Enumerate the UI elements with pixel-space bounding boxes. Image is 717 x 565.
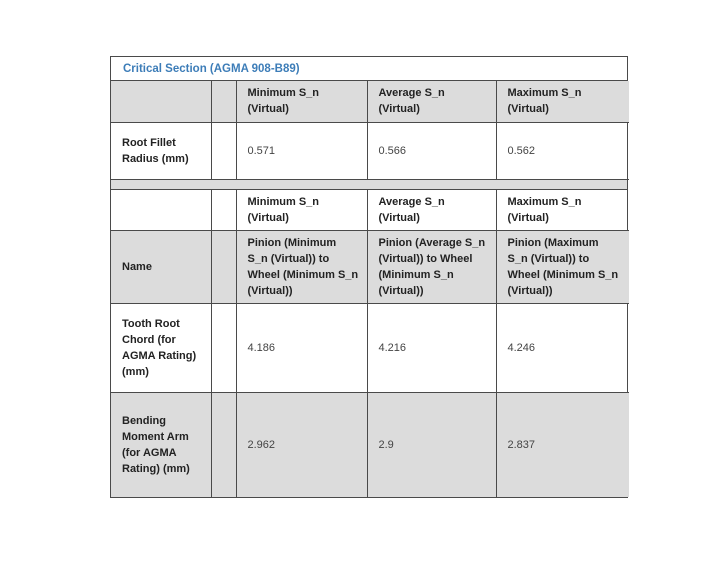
cell-value: 0.571: [236, 122, 367, 179]
header-maximum: Maximum S_n (Virtual): [496, 81, 629, 122]
cell-value: 0.562: [496, 122, 629, 179]
cell-value: 2.962: [236, 393, 367, 497]
cell-value: 4.186: [236, 304, 367, 393]
cell-value: 2.837: [496, 393, 629, 497]
row-label-root-fillet-radius: Root Fillet Radius (mm): [111, 122, 211, 179]
critical-section-table: [110, 56, 628, 498]
table-title: Critical Section (AGMA 908-B89): [111, 57, 627, 81]
section-1-header-row: [111, 81, 629, 122]
row-label-name: Name: [111, 231, 211, 304]
header-average: Average S_n (Virtual): [367, 81, 496, 122]
name-row: [111, 231, 629, 304]
section-divider: [111, 180, 627, 190]
section-1-table: [111, 81, 629, 180]
header-average: Average S_n (Virtual): [367, 190, 496, 231]
table-row: [111, 393, 629, 497]
header-minimum: Minimum S_n (Virtual): [236, 190, 367, 231]
cell-value: 4.216: [367, 304, 496, 393]
cell-name: Pinion (Minimum S_n (Virtual)) to Wheel (Minimum S_n (Virtual)): [236, 231, 367, 304]
table-row: [111, 304, 629, 393]
header-blank-cell: [211, 81, 236, 122]
cell-value: 2.9: [367, 393, 496, 497]
cell-name: Pinion (Maximum S_n (Virtual)) to Wheel (Minimum S_n (Virtual)): [496, 231, 629, 304]
row-blank-cell: [211, 393, 236, 497]
table-row: [111, 122, 629, 179]
row-blank-cell: [211, 231, 236, 304]
header-empty-cell: [111, 81, 211, 122]
cell-value: 4.246: [496, 304, 629, 393]
section-2-table: [111, 190, 629, 497]
row-label-bending-moment-arm: Bending Moment Arm (for AGMA Rating) (mm): [111, 393, 211, 497]
section-2-header-row: [111, 190, 629, 231]
header-empty-cell: [111, 190, 211, 231]
row-blank-cell: [211, 304, 236, 393]
cell-value: 0.566: [367, 122, 496, 179]
header-minimum: Minimum S_n (Virtual): [236, 81, 367, 122]
row-blank-cell: [211, 122, 236, 179]
header-maximum: Maximum S_n (Virtual): [496, 190, 629, 231]
cell-name: Pinion (Average S_n (Virtual)) to Wheel (Minimum S_n (Virtual)): [367, 231, 496, 304]
header-blank-cell: [211, 190, 236, 231]
row-label-tooth-root-chord: Tooth Root Chord (for AGMA Rating) (mm): [111, 304, 211, 393]
